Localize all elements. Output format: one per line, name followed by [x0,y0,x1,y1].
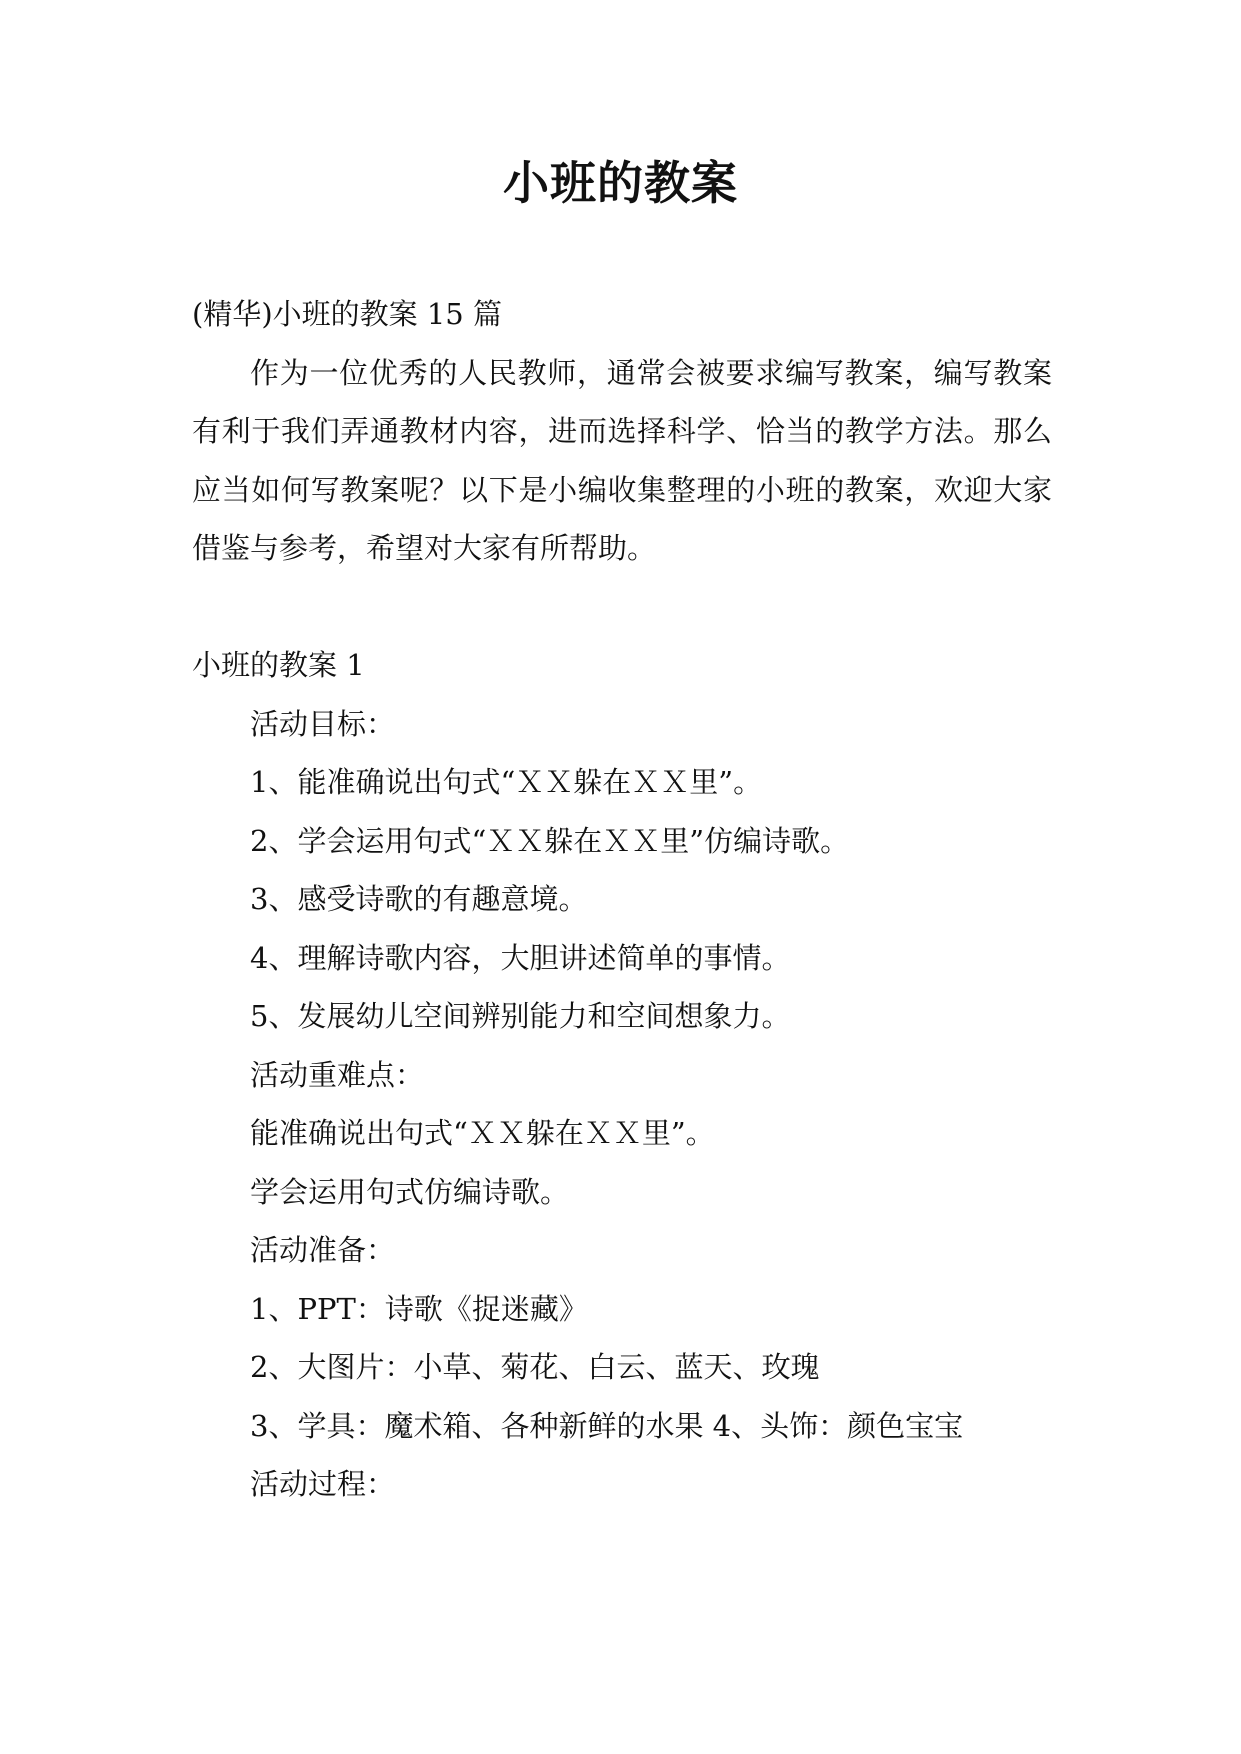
document-subtitle: (精华)小班的教案 15 篇 [192,297,502,331]
goals-label: 活动目标： [250,706,396,741]
goal-item: 1、能准确说出句式“ＸＸ躲在ＸＸ里”。 [250,765,763,799]
goal-item: 5、发展幼儿空间辨别能力和空间想象力。 [250,999,791,1033]
intro-paragraph: 作为一位优秀的人民教师，通常会被要求编写教案，编写教案有利于我们弄通教材内容，进而选择科学、恰当的教学方法。那么应当如何写教案呢？以下是小编收集整理的小班的教案，欢迎大家借鉴与参考，希望对大家有所帮助。 [192,355,1052,565]
section-heading: 小班的教案 1 [192,648,365,682]
prep-label: 活动准备： [250,1233,396,1267]
key-point-item: 学会运用句式仿编诗歌。 [250,1174,570,1209]
document-title: 小班的教案 [503,156,738,210]
prep-item: 1、PPT：诗歌《捉迷藏》 [250,1291,588,1326]
goal-item: 2、学会运用句式“ＸＸ躲在ＸＸ里”仿编诗歌。 [250,823,850,858]
goal-item: 4、理解诗歌内容，大胆讲述简单的事情。 [250,940,791,975]
document-body [192,285,1052,1514]
key-points-label: 活动重难点： [250,1057,425,1092]
key-point-item: 能准确说出句式“ＸＸ躲在ＸＸ里”。 [250,1116,715,1150]
goal-item: 3、感受诗歌的有趣意境。 [250,882,588,916]
blank-line [192,578,1052,637]
prep-item: 3、学具：魔术箱、各种新鲜的水果 4、头饰：颜色宝宝 [250,1408,964,1443]
process-label: 活动过程： [250,1467,396,1501]
prep-item: 2、大图片：小草、菊花、白云、蓝天、玫瑰 [250,1350,820,1384]
